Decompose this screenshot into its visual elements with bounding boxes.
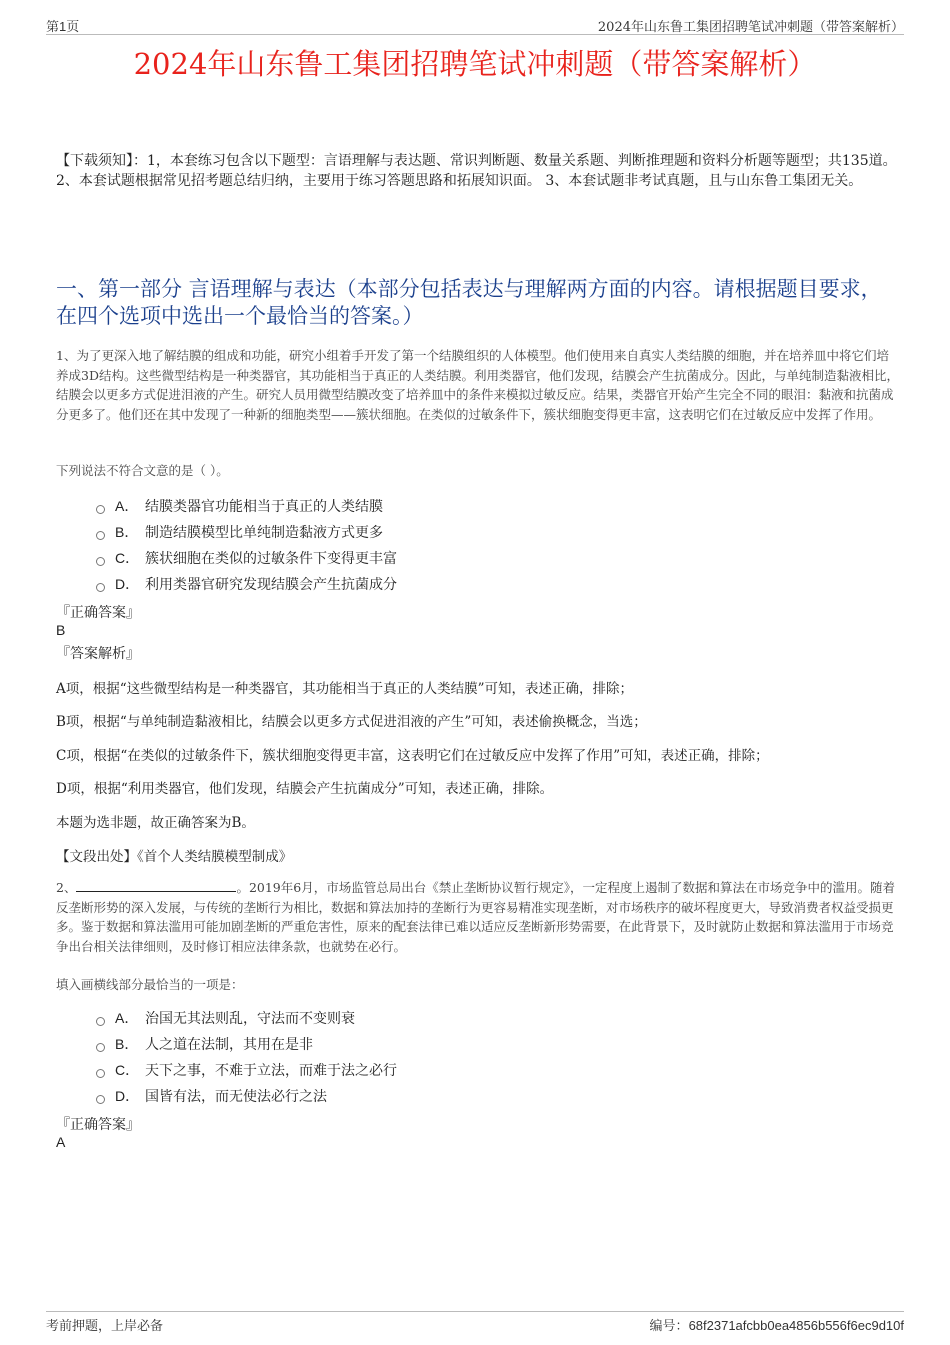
q1-analysis-b: B项，根据“与单纯制造黏液相比，结膜会以更多方式促进泪液的产生”可知，表述偷换概念，当选； — [56, 714, 647, 730]
q2-option-d[interactable]: D． 国皆有法，而无使法必行之法 — [96, 1086, 327, 1106]
footer-slogan: 考前押题，上岸必备 — [46, 1319, 164, 1334]
radio-icon[interactable] — [96, 505, 105, 514]
radio-icon[interactable] — [96, 1095, 105, 1104]
header-doc-title: 2024年山东鲁工集团招聘笔试冲刺题（带答案解析） — [597, 20, 904, 35]
q1-option-a[interactable]: A． 结膜类器官功能相当于真正的人类结膜 — [96, 496, 383, 516]
q2-option-c[interactable]: C． 天下之事，不难于立法，而难于法之必行 — [96, 1060, 397, 1080]
radio-icon[interactable] — [96, 1069, 105, 1078]
q1-option-b[interactable]: B． 制造结膜模型比单纯制造黏液方式更多 — [96, 522, 383, 542]
radio-icon[interactable] — [96, 557, 105, 566]
q1-answer-label: 『正确答案』 — [56, 605, 140, 621]
q1-analysis-c: C项，根据“在类似的过敏条件下，簇状细胞变得更丰富，这表明它们在过敏反应中发挥了作用”可知，表述正确，排除； — [56, 748, 769, 764]
q1-passage: 1、为了更深入地了解结膜的组成和功能，研究小组着手开发了第一个结膜组织的人体模型。他们使用来自真实人类结膜的细胞，并在培养皿中将它们培养成3D结构。这些微型结构是一种类器官，其功能相当于真正的人类结膜。利用类器官，他们发现，结膜会产生抗菌成分。因此，与单纯制造黏液相比，结膜会以更多方式促进泪液的产生。研究人员用微型结膜改变了培养皿中的条件来模拟过敏反应。结果，类器官开始产生完全不同的眼泪：黏液和抗菌成分更多了。他们还在其中发现了一种新的细胞类型——簇状细胞。在类似的过敏条件下，簇状细胞变得更丰富，这表明它们在过敏反应中发挥了作用。 — [56, 348, 899, 422]
q1-conclusion: 本题为选非题，故正确答案为B。 — [56, 815, 255, 831]
q2-option-a[interactable]: A． 治国无其法则乱，守法而不变则衰 — [96, 1008, 355, 1028]
header-divider — [46, 34, 904, 35]
radio-icon[interactable] — [96, 1017, 105, 1026]
q2-option-b[interactable]: B． 人之道在法制，其用在是非 — [96, 1034, 313, 1054]
fill-blank — [76, 879, 236, 892]
page-title: 2024年山东鲁工集团招聘笔试冲刺题（带答案解析） — [133, 47, 817, 81]
q1-option-c[interactable]: C． 簇状细胞在类似的过敏条件下变得更丰富 — [96, 548, 397, 568]
radio-icon[interactable] — [96, 531, 105, 540]
q1-analysis-d: D项，根据“利用类器官，他们发现，结膜会产生抗菌成分”可知，表述正确，排除。 — [56, 781, 554, 797]
q2-passage-text: 。2019年6月，市场监管总局出台《禁止垄断协议暂行规定》，一定程度上遏制了数据和算法在市场竞争中的滥用。随着反垄断形势的深入发展，与传统的垄断行为相比，数据和算法加持的垄断行为更容易精准实现垄断，对市场秩序的破坏程度更大，导致消费者权益受损更多。鉴于数据和算法滥用可能加剧垄断的严重危害性，原来的配套法律已难以适应反垄断新形势需要，在此背景下，及时就防止数据和算法滥用于市场竞争出台相关法律细则，及时修订相应法律条款，也就势在必行。 — [56, 880, 895, 954]
download-notice: 【下载须知】：1，本套练习包含以下题型：言语理解与表达题、常识判断题、数量关系题、判断推理题和资料分析题等题型；共135道。 2、本套试题根据常见招考题总结归纳，主要用于练习答题思路和拓展知识面。 3、本套试题非考试真题，且与山东鲁工集团无关。 — [56, 153, 897, 189]
radio-icon[interactable] — [96, 1043, 105, 1052]
q1-analysis-label: 『答案解析』 — [56, 646, 140, 662]
q2-prompt: 填入画横线部分最恰当的一项是： — [56, 977, 244, 992]
q2-answer: A — [56, 1134, 66, 1150]
q1-analysis-a: A项，根据“这些微型结构是一种类器官，其功能相当于真正的人类结膜”可知，表述正确，排除； — [56, 681, 634, 697]
q1-source: 【文段出处】《首个人类结膜模型制成》 — [56, 849, 293, 865]
footer-code-value: 68f2371afcbb0ea4856b556f6ec9d10f — [688, 1318, 904, 1333]
q1-option-d[interactable]: D． 利用类器官研究发现结膜会产生抗菌成分 — [96, 574, 397, 594]
page-number: 第1页 — [46, 19, 80, 34]
section-heading: 一、第一部分 言语理解与表达（本部分包括表达与理解两方面的内容。请根据题目要求，在四个选项中选出一个最恰当的答案。） — [56, 277, 882, 328]
q1-prompt: 下列说法不符合文意的是（ ）。 — [56, 463, 229, 478]
q2-answer-label: 『正确答案』 — [56, 1117, 140, 1133]
footer-divider — [46, 1311, 904, 1312]
footer-code — [650, 1315, 904, 1334]
footer-code-label: 编号： — [649, 1319, 689, 1334]
q2-passage — [56, 878, 901, 956]
radio-icon[interactable] — [96, 583, 105, 592]
q1-answer: B — [56, 622, 66, 638]
q2-number: 2、 — [56, 880, 77, 895]
